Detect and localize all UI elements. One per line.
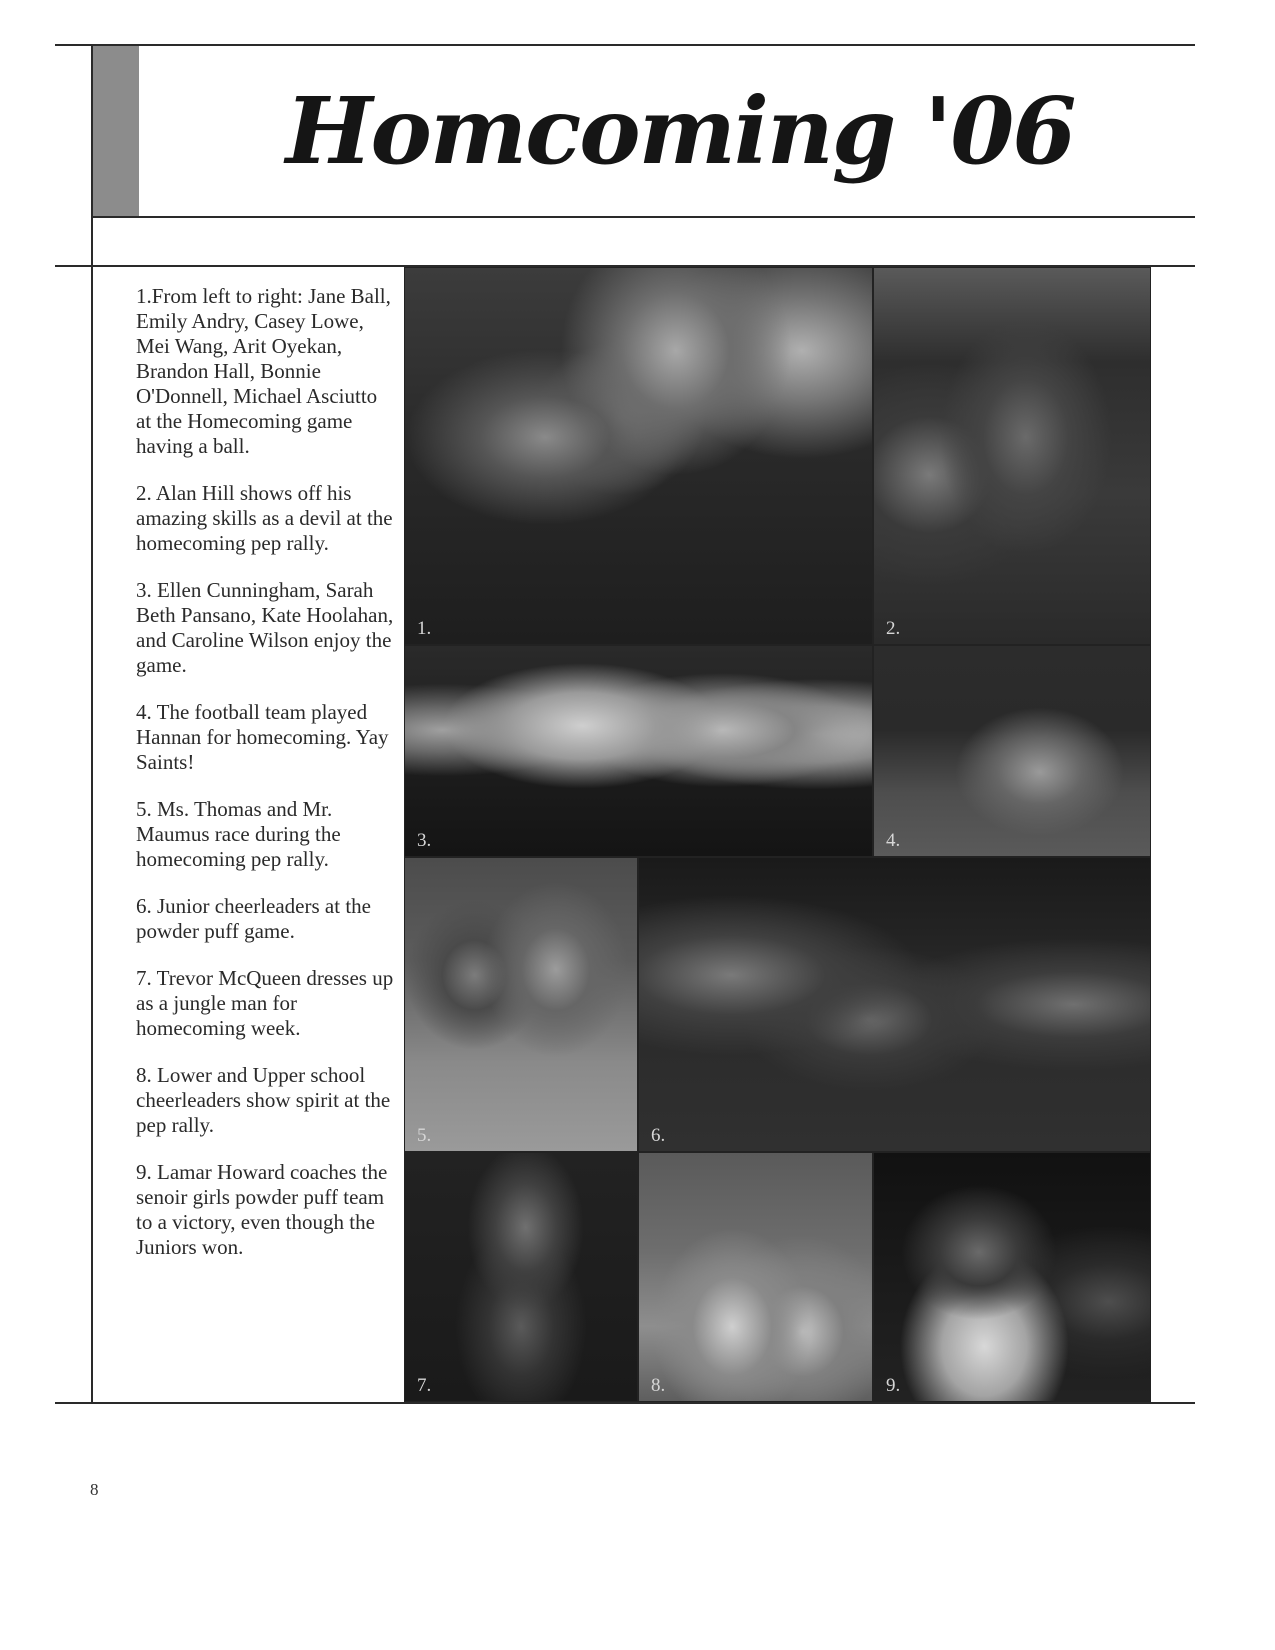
caption-6: 6. Junior cheerleaders at the powder puff game. xyxy=(136,894,371,943)
caption-7: 7. Trevor McQueen dresses up as a jungle man for homecoming week. xyxy=(136,966,394,1040)
header-bottom-rule xyxy=(91,216,1195,218)
header-accent-bar xyxy=(93,46,139,218)
photo-6-junior-cheerleaders xyxy=(638,857,1151,1152)
captions-column xyxy=(136,284,396,1282)
photo-7-jungle-man xyxy=(404,1152,638,1402)
photo-6-label: 6. xyxy=(651,1125,666,1146)
photo-7-label: 7. xyxy=(417,1375,432,1396)
photo-2-devil-pep-rally xyxy=(873,267,1151,645)
caption-9: 9. Lamar Howard coaches the senoir girls powder puff team to a victory, even though the Juniors won. xyxy=(136,1160,388,1259)
photo-8-cheerleaders-pep-rally xyxy=(638,1152,873,1402)
photo-4-football-team xyxy=(873,645,1151,857)
caption-1: 1.From left to right: Jane Ball, Emily Andry, Casey Lowe, Mei Wang, Arit Oyekan, Brandon Hall, Bonnie O'Donnell, Michael Asciutto at the Homecoming game having a ball. xyxy=(136,284,391,458)
caption-8: 8. Lower and Upper school cheerleaders show spirit at the pep rally. xyxy=(136,1063,391,1137)
caption-2: 2. Alan Hill shows off his amazing skills as a devil at the homecoming pep rally. xyxy=(136,481,393,555)
page-title: Homcoming '06 xyxy=(285,77,1075,185)
photo-5-label: 5. xyxy=(417,1125,432,1146)
photo-4-label: 4. xyxy=(886,830,901,851)
photo-9-label: 9. xyxy=(886,1375,901,1396)
photo-3-label: 3. xyxy=(417,830,432,851)
photo-8-label: 8. xyxy=(651,1375,666,1396)
left-rule xyxy=(91,44,93,1404)
photo-3-girls-at-game xyxy=(404,645,873,857)
photo-1-crowd-at-game xyxy=(404,267,873,645)
page-number: 8 xyxy=(90,1480,99,1499)
bottom-rule xyxy=(55,1402,1195,1404)
photo-5-tricycle-race xyxy=(404,857,638,1152)
caption-4: 4. The football team played Hannan for homecoming. Yay Saints! xyxy=(136,700,389,774)
top-rule xyxy=(55,44,1195,46)
photo-1-label: 1. xyxy=(417,618,432,639)
photo-9-coach-powder-puff xyxy=(873,1152,1151,1402)
caption-3: 3. Ellen Cunningham, Sarah Beth Pansano, Kate Hoolahan, and Caroline Wilson enjoy the game. xyxy=(136,578,394,677)
photo-2-label: 2. xyxy=(886,618,901,639)
caption-5: 5. Ms. Thomas and Mr. Maumus race during the homecoming pep rally. xyxy=(136,797,341,871)
